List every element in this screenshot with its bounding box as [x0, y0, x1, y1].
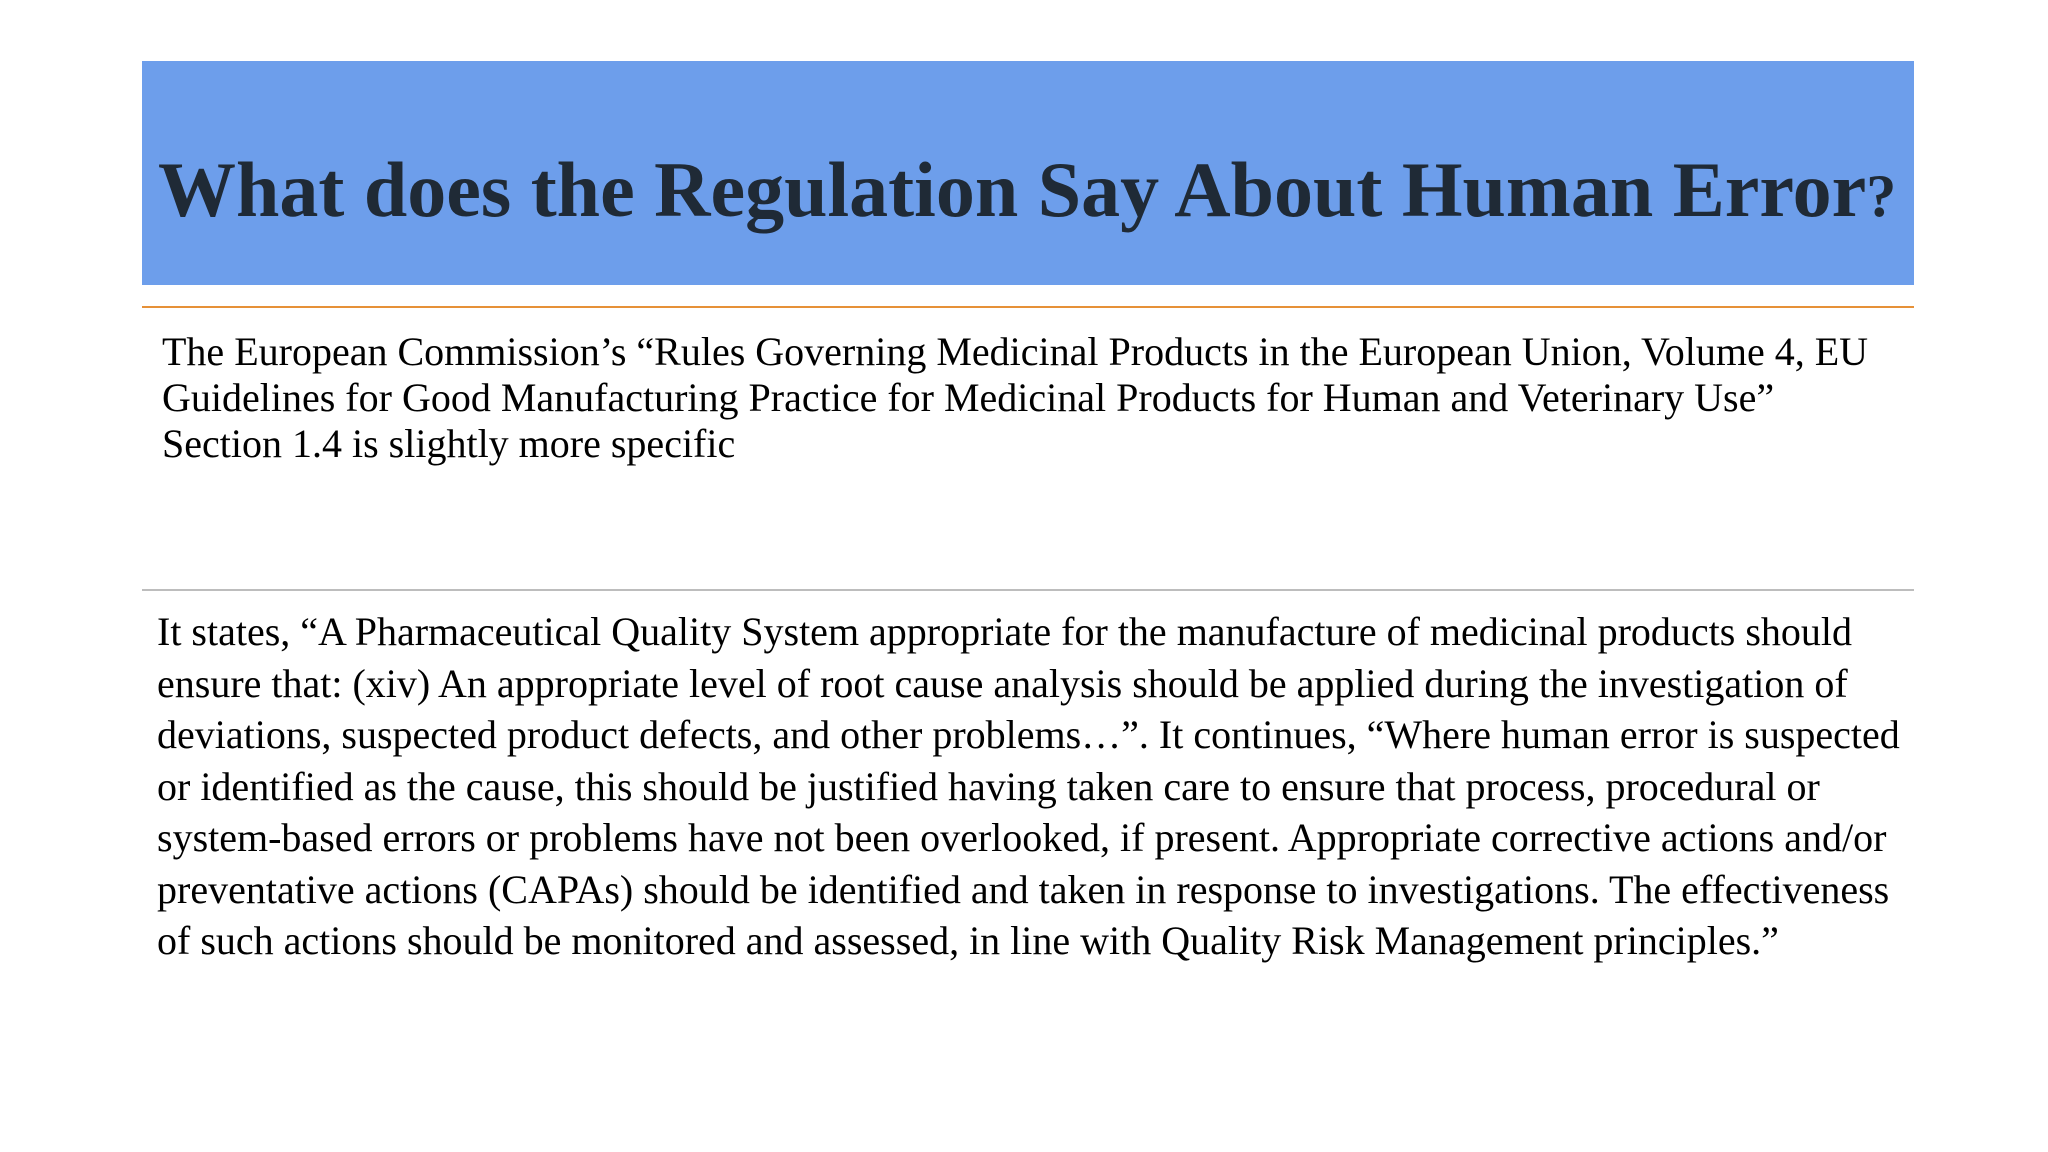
quote-paragraph: It states, “A Pharmaceutical Quality System appropriate for the manufacture of medicinal products should ensure that: (xiv) An appropriate level of root cause analysis should be applied during the investigation of deviations, suspected product defects, and other problems…”. It continues, “Where human error is suspected or identified as the cause, this should be justified having taken care to ensure that process, procedural or system-based errors or problems have not been overlooked, if present. Appropriate corrective actions and/or preventative actions (CAPAs) should be identified and taken in response to investigations. The effectiveness of such actions should be monitored and assessed, in line with Quality Risk Management principles.”: [157, 609, 1900, 963]
slide-title-main: What does the Regulation Say About Human Error: [158, 146, 1867, 233]
orange-divider: [142, 306, 1914, 308]
slide-title: [158, 140, 1918, 246]
slide-title-question-mark: ?: [1866, 163, 1897, 229]
gray-divider: [142, 589, 1914, 591]
intro-paragraph: The European Commission’s “Rules Governing Medicinal Products in the European Union, Volume 4, EU Guidelines for Good Manufacturing Practice for Medicinal Products for Human and Veterinary Use” Section 1.4 is slightly more specific: [162, 329, 1869, 466]
